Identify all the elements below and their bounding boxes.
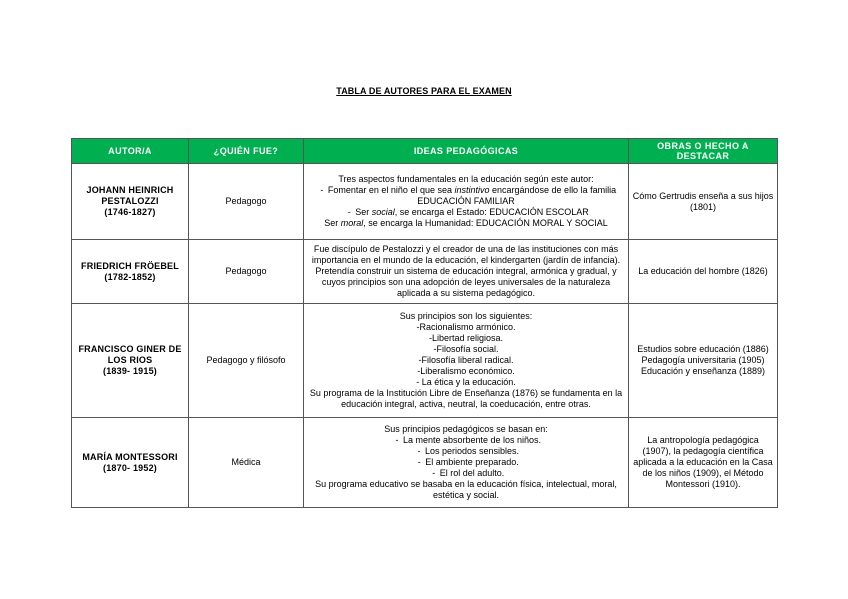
document-title: TABLA DE AUTORES PARA EL EXAMEN [336,86,512,96]
list-item: -Libertad religiosa. [428,333,504,343]
list-item: - El rol del adulto. [432,468,505,478]
author-cell: FRANCISCO GINER DE LOS RIOS (1839- 1915) [72,304,189,418]
header-ideas: IDEAS PEDAGÓGICAS [304,139,629,164]
works-cell: Estudios sobre educación (1886) Pedagogía universitaria (1905) Educación y enseñanza (1889) [629,304,778,418]
list-item: - Los periodos sensibles. [417,446,520,456]
table-row [72,304,778,418]
authors-table [71,138,778,508]
table-header-row [72,139,778,164]
ideas-cell: Sus principios son los siguientes: -Racionalismo armónico. -Libertad religiosa. -Filosofía social. -Filosofía liberal radical. -Liberalismo económico. - La ética y la educación. Su programa de la Institución Libre de Enseñanza (1876) se fundamenta en la educación integral, activa, neutral, la coeducación, entre otras. [304,304,629,418]
who-cell: Pedagogo [189,240,304,304]
header-author: AUTOR/A [72,139,189,164]
who-cell: Médica [189,418,304,508]
table-row [72,240,778,304]
list-item: - El ambiente preparado. [417,457,519,467]
ideas-cell: Fue discípulo de Pestalozzi y el creador de una de las instituciones con más importancia en el mundo de la educación, el kindergarten (jardín de infancia). Pretendía construir un sistema de educación integral, armónica y gradual, y cuyos principios son una adopción de leyes universales de la naturaleza aplicada a su sistema pedagógico. [304,240,629,304]
table-row [72,418,778,508]
author-cell: JOHANN HEINRICH PESTALOZZI (1746-1827) [72,164,189,240]
header-works: OBRAS O HECHO A DESTACAR [629,139,778,164]
list-item: -Filosofía social. [433,344,499,354]
ideas-cell: Sus principios pedagógicos se basan en: - La mente absorbente de los niños. - Los periodos sensibles. - El ambiente preparado. - El rol del adulto. Su programa educativo se basaba en la educación física, intelectual, moral, estética y social. [304,418,629,508]
list-item: - Ser social, se encarga el Estado: EDUCACIÓN ESCOLAR [347,207,589,217]
list-item: -Liberalismo económico. [417,366,515,376]
author-cell: FRIEDRICH FRÖEBEL (1782-1852) [72,240,189,304]
list-item: - La mente absorbente de los niños. [395,435,542,445]
author-cell: MARÍA MONTESSORI (1870- 1952) [72,418,189,508]
who-cell: Pedagogo y filósofo [189,304,304,418]
works-cell: La educación del hombre (1826) [629,240,778,304]
works-cell: La antropología pedagógica (1907), la pedagogía científica aplicada a la educación en la Casa de los niños (1909), el Método Montessori (1910). [629,418,778,508]
table-row [72,164,778,240]
who-cell: Pedagogo [189,164,304,240]
works-cell: Cómo Gertrudis enseña a sus hijos (1801) [629,164,778,240]
list-item: - Fomentar en el niño el que sea instintivo encargándose de ello la familia EDUCACIÓN FAMILIAR [320,185,617,206]
list-item: -Filosofía liberal radical. [418,355,514,365]
header-who: ¿QUIÉN FUE? [189,139,304,164]
ideas-cell: Tres aspectos fundamentales en la educación según este autor: - Fomentar en el niño el que sea instintivo encargándose de ello la familia EDUCACIÓN FAMILIAR - Ser social, se encarga el Estado: EDUCACIÓN ESCOLAR Ser moral, se encarga la Humanidad: EDUCACIÓN MORAL Y SOCIAL [304,164,629,240]
list-item: Ser moral, se encarga la Humanidad: EDUCACIÓN MORAL Y SOCIAL [324,218,608,228]
list-item: -Racionalismo armónico. [416,322,516,332]
list-item: - La ética y la educación. [416,377,516,387]
